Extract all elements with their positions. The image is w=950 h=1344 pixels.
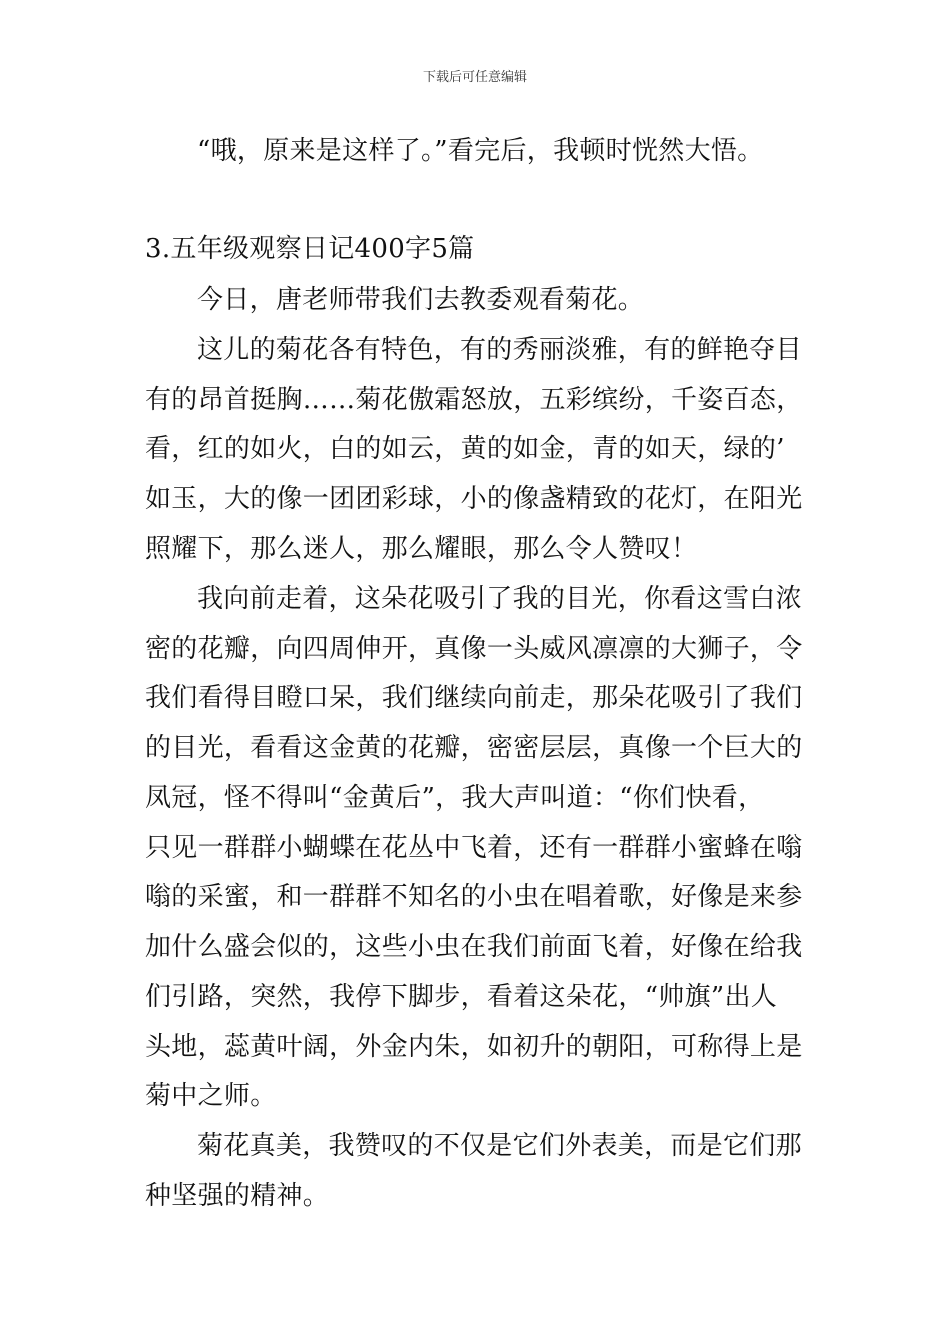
text-line: “哦，原来是这样了。”看完后，我顿时恍然大悟。 — [197, 136, 764, 166]
text-line: 菊花真美，我赞叹的不仅是它们外表美，而是它们那 — [197, 1131, 802, 1161]
text-line: 密的花瓣，向四周伸开，真像一头威风凛凛的大狮子，令 — [145, 634, 803, 664]
text-line: 我们看得目瞪口呆，我们继续向前走，那朵花吸引了我们 — [145, 683, 803, 713]
text-line: 们引路，突然，我停下脚步，看着这朵花，“帅旗”出人 — [145, 982, 778, 1012]
text-line: 看，红的如火，白的如云，黄的如金，青的如天，绿的’ — [145, 434, 785, 464]
section-heading: 3.五年级观察日记400字5篇 — [145, 234, 475, 264]
text-line: 头地，蕊黄叶阔，外金内朱，如初升的朝阳，可称得上是 — [145, 1032, 803, 1062]
text-line: 照耀下，那么迷人，那么耀眼，那么令人赞叹！ — [145, 534, 698, 564]
text-line: 只见一群群小蝴蝶在花丛中飞着，还有一群群小蜜蜂在嗡 — [145, 833, 803, 863]
text-line: 菊中之师。 — [145, 1081, 277, 1111]
text-line: 种坚强的精神。 — [145, 1181, 330, 1211]
text-line: 我向前走着，这朵花吸引了我的目光，你看这雪白浓 — [197, 584, 802, 614]
text-line: 如玉，大的像一团团彩球，小的像盏精致的花灯，在阳光 — [145, 484, 803, 514]
text-line: 凤冠，怪不得叫“金黄后”，我大声叫道：“你们快看， — [145, 783, 765, 813]
text-line: 的目光，看看这金黄的花瓣，密密层层，真像一个巨大的 — [145, 733, 803, 763]
text-line: 今日，唐老师带我们去教委观看菊花。 — [197, 285, 645, 315]
page-header: 下载后可任意编辑 — [422, 70, 527, 85]
text-line: 加什么盛会似的，这些小虫在我们前面飞着，好像在给我 — [145, 932, 803, 962]
text-line: 有的昂首挺胸……菊花傲霜怒放，五彩缤纷，千姿百态， — [145, 385, 803, 415]
text-line: 嗡的采蜜，和一群群不知名的小虫在唱着歌，好像是来参 — [145, 882, 803, 912]
text-line: 这儿的菊花各有特色，有的秀丽淡雅，有的鲜艳夺目 — [197, 335, 802, 365]
